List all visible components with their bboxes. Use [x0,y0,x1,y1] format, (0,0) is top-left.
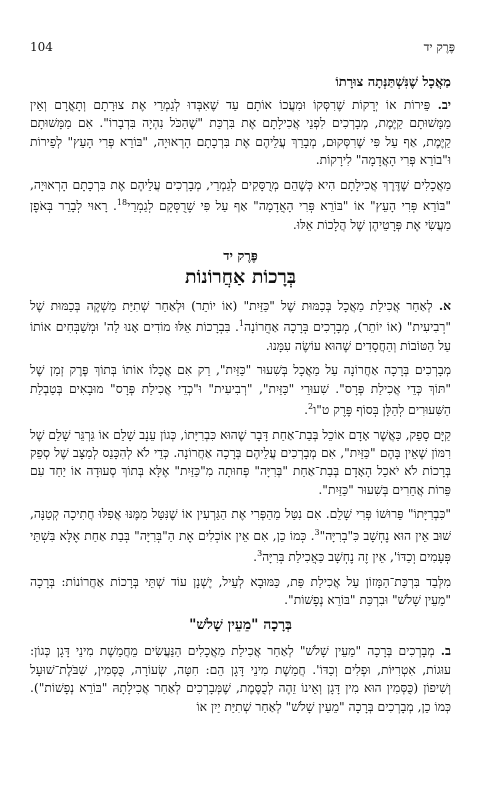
paragraph-text: . כְּמוֹ כֵן, אִם אֵין אוֹכְלִים אֶת הַ"בְּרִיָּה" בְּבַת אַחַת אֶלָּא בִּשְׁתֵּי פְּעָמִים וְכַדּוֹ', אֵין זֶה נֶחְשָׁב כַּאֲכִילַת בְּרִיָּה [30,528,451,565]
page-number: 104 [30,40,53,54]
paragraph-label: א. [438,297,451,313]
running-chapter-title: פֶּרֶק יד [423,40,455,54]
paragraph-text: . בִּבְרָכוֹת אֵלּוּ מוֹדִים אָנוּ לַה' וּמְשַׁבְּחִים אוֹתוֹ עַל הַטּוֹבוֹת וְהַחֲסָדִים שֶׁהוּא עוֹשֶׂה עִמָּנוּ. [30,320,451,353]
paragraph-text: פֵּירוֹת אוֹ יְרָקוֹת שֶׁרִסְּקוֹ וּמִעֲכוֹ אוֹתָם עַד שֶׁאִבְּדוּ לְגַמְרֵי אֶת צוּרָתָם וְתָאֳרָם וְאֵין מַמָּשׁוּתָם קַיֶּמֶת, מְבָרְכִים לִפְנֵי אֲכִילָתָם אֶת בִּרְכַּת "שֶׁהַכֹּל נִהְיָה בִּדְבָרוֹ". אִם מַמָּשׁוּתָם קַיֶּמֶת, אַף עַל פִּי שֶׁרִסְּקוּם, מְבָרֵךְ עֲלֵיהֶם אֶת בִּרְכָתָם הָרְאוּיָה, "בּוֹרֵא פְּרִי הָעֵץ" לְפֵירוֹת וּ"בוֹרֵא פְּרִי הָאֲדָמָה" לִירָקוֹת. [30,98,451,168]
paragraph-text: קַיָּם סָפֵק, כַּאֲשֶׁר אָדָם אוֹכֵל בְּבַת־אַחַת דָּבָר שֶׁהוּא כִּבְרִיָּתוֹ, כְּגוֹן עֵנָב שָׁלֵם אוֹ גַּרְגֵּר שָׁלֵם שֶׁל רִמּוֹן שֶׁאֵין בָּהֶם "כַּזַּיִת", אִם מְבָרְכִים עֲלֵיהֶם בְּרָכָה אַחֲרוֹנָה. כְּדֵי לֹא לְהִכָּנֵס לְמַצָּב שֶׁל סְפֵק בְּרָכוֹת לֹא יֹאכַל הָאָדָם בְּבַת־אַחַת "בְּרִיָּה" פְּחוּתָה מִ"כַּזַּיִת" אֶלָּא בְּתוֹךְ סְעוּדָה אוֹ יַחַד עִם פֵּרוֹת אֲחֵרִים בְּשִׁעוּר "כַּזַּיִת". [30,427,451,497]
paragraph-label: ב. [440,643,451,659]
paragraph-text: מְבָרְכִים בְּרָכָה אַחֲרוֹנָה עַל מַאֲכָל בְּשִׁעוּר "כַּזַּיִת", רַק אִם אֲכָלוֹ אוֹתוֹ בְּתוֹךְ פֶּרֶק זְמַן שֶׁל "תּוֹךְ כְּדֵי אֲכִילַת פְּרָס". שִׁעוּרֵי "כַּזַּיִת", "רְבִיעִית" וּ"כְדֵי אֲכִילַת פְּרָס" מוּבָאִים בְּטַבְלַת הַשִּׁעוּרִים לְהַלָּן בְּסוֹף פֶּרֶק ט"ו [30,363,451,418]
subchapter-title: בְּרָכָה "מֵעֵין שָׁלֹשׁ" [189,617,292,634]
chapter-label: פֶּרֶק יד [223,248,258,264]
paragraph-label: יב. [437,97,451,112]
page-header [30,40,455,58]
paragraph-text: מִלְּבַד בִּרְכַּת־הַמָּזוֹן עַל אֲכִילַת פַּת, כַּמּוּבָא לְעֵיל, יֶשְׁנָן עוֹד שְׁתֵּי בְּרָכוֹת אַחֲרוֹנוֹת: בְּרָכָה "מֵעֵין שָׁלֹשׁ" וּבִרְכַּת "בּוֹרֵא נְפָשׁוֹת". [30,574,451,607]
footnote-ref: 3 [257,549,263,559]
paragraph [30,361,451,419]
paragraph [30,426,451,500]
paragraph-text: . רָאוּי לְבָרֵר בְּאֹפֶן מַעֲשִׂי אֶת פְּרָטֵיהֶן שֶׁל הֲלָכוֹת אֵלּוּ. [30,199,451,232]
footnote-ref: 3 [314,527,320,537]
section-title: מַאֲכָל שֶׁנִּשְׁתַּנְּתָה צוּרָתוֹ [335,75,451,90]
paragraph-text: . [304,403,308,418]
paragraph-text: מְבָרְכִים בְּרָכָה "מֵעֵין שָׁלֹשׁ" לְאַחַר אֲכִילַת מַאֲכָלִים הַנַּעֲשִׂים מֵחֲמֵשֶׁת מִינֵי דָּגָן כְּגוֹן: עוּגוֹת, אִטְרִיּוֹת, וּפְלִים וְכַדּוֹ'. חֲמֵשֶׁת מִינֵי דָּגָן הֵם: חִטָּה, שְׂעוֹרָה, כֻּסְּמִין, שִׁבֹּלֶת־שׁוּעָל וְשִׁיפוֹן (כֻּסְּמִין הוּא מִין דָּגָן וְאֵינוֹ זֵהֶה לְכֻסֶּמֶת, שֶׁמְּבָרְכִים לְאַחַר אֲכִילָתָהּ "בּוֹרֵא נְפָשׁוֹת"). כְּמוֹ כֵן, מְבָרְכִים בְּרָכָה "מֵעֵין שָׁלֹשׁ" לְאַחַר שְׁתִיַּת יַיִן אוֹ [30,644,451,714]
footnote-ref: 1 [238,319,245,329]
paragraph-yb [30,96,451,170]
paragraph [30,573,451,610]
paragraph [30,176,451,234]
paragraph-text: "כִּבְרִיָּתוֹ" פֵּרוּשׁוֹ פְּרִי שָׁלֵם. אִם נִטַּל מֵהַפְּרִי אֶת הַגַּרְעִין אוֹ שֶׁנִּטַּל מִמֶּנּוּ אֲפִלּוּ חֲתִיכָה קְטַנָּה, שׁוּב אֵין הוּא נֶחְשָׁב כִּ"בְרִיָּה" [30,507,451,543]
paragraph [30,505,451,566]
paragraph-text: לְאַחַר אֲכִילַת מַאֲכָל בְּכַמּוּת שֶׁל "כַּזַּיִת" (אוֹ יוֹתֵר) וּלְאַחַר שְׁתִיַּת מַשְׁקֶה בְּכַמּוּת שֶׁל "רְבִיעִית" (אוֹ יוֹתֵר), מְבָרְכִים בְּרָכָה אַחֲרוֹנָה [30,298,451,335]
paragraph-b [30,642,451,716]
paragraph-a [30,297,451,355]
footnote-ref: 2 [308,402,314,412]
page-body [30,68,451,722]
paragraph-text: . [253,550,258,565]
footnote-ref: 18 [116,198,128,208]
chapter-title: בְּרָכוֹת אַחֲרוֹנוֹת [184,265,297,288]
paragraph-text: מַאֲכָלִים שֶׁדֶּרֶךְ אֲכִילָתָם הִיא כְּשֶׁהֵם מְרֻסָּקִים לְגַמְרֵי, מְבָרְכִים עֲלֵיהֶם אֶת בִּרְכָתָם הָרְאוּיָה, "בּוֹרֵא פְּרִי הָעֵץ" אוֹ "בּוֹרֵא פְּרִי הָאֲדָמָה" אַף עַל פִּי שֶׁרֻסְּקָם לְגַמְרֵי [30,177,451,214]
